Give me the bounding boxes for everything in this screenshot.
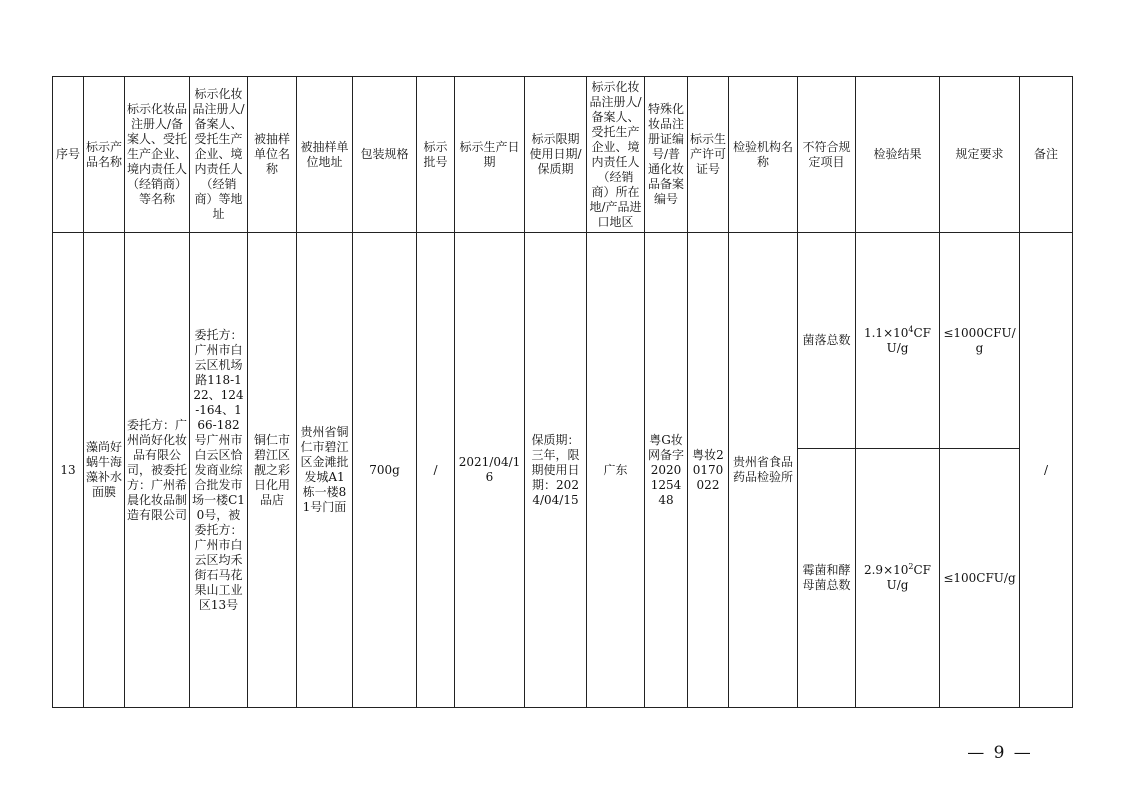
header-result: 检验结果	[856, 77, 940, 233]
cell-shelf-life: 保质期：三年，限期使用日期：2024/04/15	[525, 233, 587, 708]
header-shelf-life: 标示限期使用日期/保质期	[525, 77, 587, 233]
header-registration-no: 特殊化妆品注册证编号/普通化妆品备案编号	[645, 77, 688, 233]
cell-company-address: 委托方：广州市白云区机场路118-122、124-164、166-182号广州市白云区恰发商业综合批发市场一楼C10号，被委托方：广州市白云区均禾街石马花果山工业区13号	[190, 233, 248, 708]
header-agency: 检验机构名称	[729, 77, 798, 233]
header-sampled-address: 被抽样单位地址	[297, 77, 353, 233]
cell-failed-item: 霉菌和酵母菌总数	[798, 449, 856, 708]
header-origin: 标示化妆品注册人/备案人、受托生产企业、境内责任人（经销商）所在地/产品进口地区	[587, 77, 645, 233]
table-row	[53, 233, 1073, 449]
cell-result	[856, 449, 940, 708]
cell-sampled-address: 贵州省铜仁市碧江区金滩批发城A1栋一楼81号门面	[297, 233, 353, 708]
cell-product-name: 藻尚好蜗牛海藻补水面膜	[84, 233, 125, 708]
page-number: — 9 —	[967, 743, 1033, 763]
cell-sampled-unit: 铜仁市碧江区靓之彩日化用品店	[248, 233, 297, 708]
header-failed-item: 不符合规定项目	[798, 77, 856, 233]
header-license-no: 标示生产许可证号	[688, 77, 729, 233]
header-batch: 标示批号	[417, 77, 455, 233]
result-unit: CFU/g	[886, 563, 932, 592]
header-package: 包装规格	[353, 77, 417, 233]
cell-seq: 13	[53, 233, 84, 708]
header-company-address: 标示化妆品注册人/备案人、受托生产企业、境内责任人（经销商）等地址	[190, 77, 248, 233]
cell-license-no: 粤妆20170022	[688, 233, 729, 708]
result-exponent: 4	[908, 324, 914, 334]
result-base: 1.1×10	[863, 325, 909, 340]
result-exponent: 2	[908, 562, 914, 571]
cell-company-name: 委托方：广州尚好化妆品有限公司，被委托方：广州希晨化妆品制造有限公司	[125, 233, 190, 708]
header-company-name: 标示化妆品注册人/备案人、受托生产企业、境内责任人（经销商）等名称	[125, 77, 190, 233]
header-requirement: 规定要求	[940, 77, 1020, 233]
header-remark: 备注	[1020, 77, 1073, 233]
cell-agency: 贵州省食品药品检验所	[729, 233, 798, 708]
cell-batch: /	[417, 233, 455, 708]
header-production-date: 标示生产日期	[455, 77, 525, 233]
header-row	[53, 77, 1073, 233]
inspection-table	[52, 76, 1073, 708]
cell-result	[856, 233, 940, 449]
header-product-name: 标示产品名称	[84, 77, 125, 233]
cell-requirement: ≤100CFU/g	[940, 449, 1020, 708]
cell-remark: /	[1020, 233, 1073, 708]
header-seq: 序号	[53, 77, 84, 233]
header-sampled-unit: 被抽样单位名称	[248, 77, 297, 233]
result-base: 2.9×10	[863, 563, 909, 577]
result-unit: CFU/g	[886, 325, 932, 355]
cell-origin: 广东	[587, 233, 645, 708]
cell-failed-item: 菌落总数	[798, 233, 856, 449]
cell-package: 700g	[353, 233, 417, 708]
cell-registration-no: 粤G妆网备字2020125448	[645, 233, 688, 708]
cell-requirement: ≤1000CFU/g	[940, 233, 1020, 449]
cell-production-date: 2021/04/16	[455, 233, 525, 708]
